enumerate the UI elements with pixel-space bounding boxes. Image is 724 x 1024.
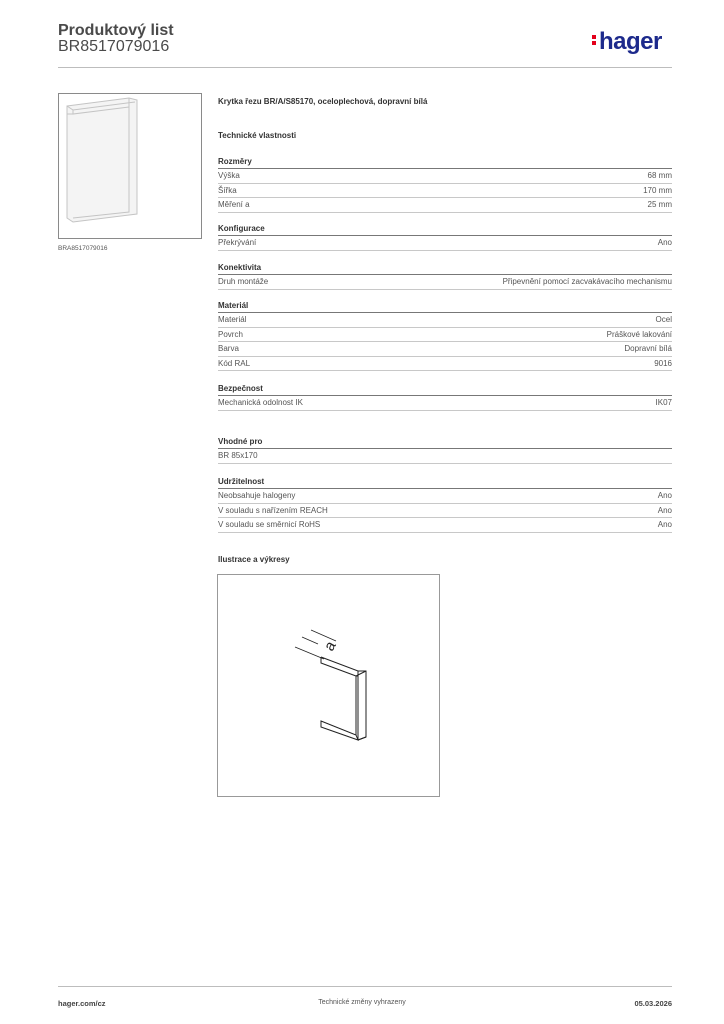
table-row: Kód RAL 9016 <box>218 357 672 372</box>
table-row: Měření a 25 mm <box>218 198 672 213</box>
table-row: V souladu se směrnicí RoHS Ano <box>218 518 672 533</box>
section-title: Konektivita <box>218 261 672 275</box>
section-title: Bezpečnost <box>218 382 672 396</box>
product-thumbnail <box>58 93 202 239</box>
document-title: Produktový list <box>58 22 174 39</box>
table-row: Mechanická odolnost IK IK07 <box>218 396 672 411</box>
svg-text:a: a <box>320 638 340 654</box>
table-row: Neobsahuje halogeny Ano <box>218 489 672 504</box>
section-title: Vhodné pro <box>218 435 672 449</box>
section-title: Materiál <box>218 299 672 313</box>
footer-date: 05.03.2026 <box>634 999 672 1008</box>
section-title: Rozměry <box>218 155 672 169</box>
illustration-heading: Ilustrace a výkresy <box>218 555 290 564</box>
section-configuration <box>218 222 672 251</box>
technical-heading: Technické vlastnosti <box>218 131 297 140</box>
table-row: Překrývání Ano <box>218 236 672 251</box>
section-sustainability <box>218 475 672 533</box>
product-title: Krytka řezu BR/A/S85170, oceloplechová, dopravní bílá <box>218 97 428 106</box>
section-safety <box>218 382 672 411</box>
footer-website[interactable]: hager.com/cz <box>58 999 106 1008</box>
table-row: Materiál Ocel <box>218 313 672 328</box>
section-title: Udržitelnost <box>218 475 672 489</box>
section-suitable-for <box>218 435 672 464</box>
table-row: Výška 68 mm <box>218 169 672 184</box>
footer-disclaimer: Technické změny vyhrazeny <box>318 999 406 1006</box>
footer-divider <box>58 986 672 987</box>
section-title: Konfigurace <box>218 222 672 236</box>
table-row: Šířka 170 mm <box>218 184 672 199</box>
hager-logo: hager <box>592 28 662 56</box>
header-divider <box>58 67 672 68</box>
table-row: V souladu s nařízením REACH Ano <box>218 504 672 519</box>
table-row: Povrch Práškové lakování <box>218 328 672 343</box>
table-row: Druh montáže Připevnění pomocí zacvakávacího mechanismu <box>218 275 672 290</box>
section-dimensions <box>218 155 672 213</box>
thumbnail-caption: BRA8517079016 <box>58 245 108 252</box>
section-connectivity <box>218 261 672 290</box>
table-row: Barva Dopravní bílá <box>218 342 672 357</box>
section-material <box>218 299 672 371</box>
illustration-drawing <box>217 574 440 797</box>
product-code: BR8517079016 <box>58 38 170 55</box>
table-row: BR 85x170 <box>218 449 672 464</box>
